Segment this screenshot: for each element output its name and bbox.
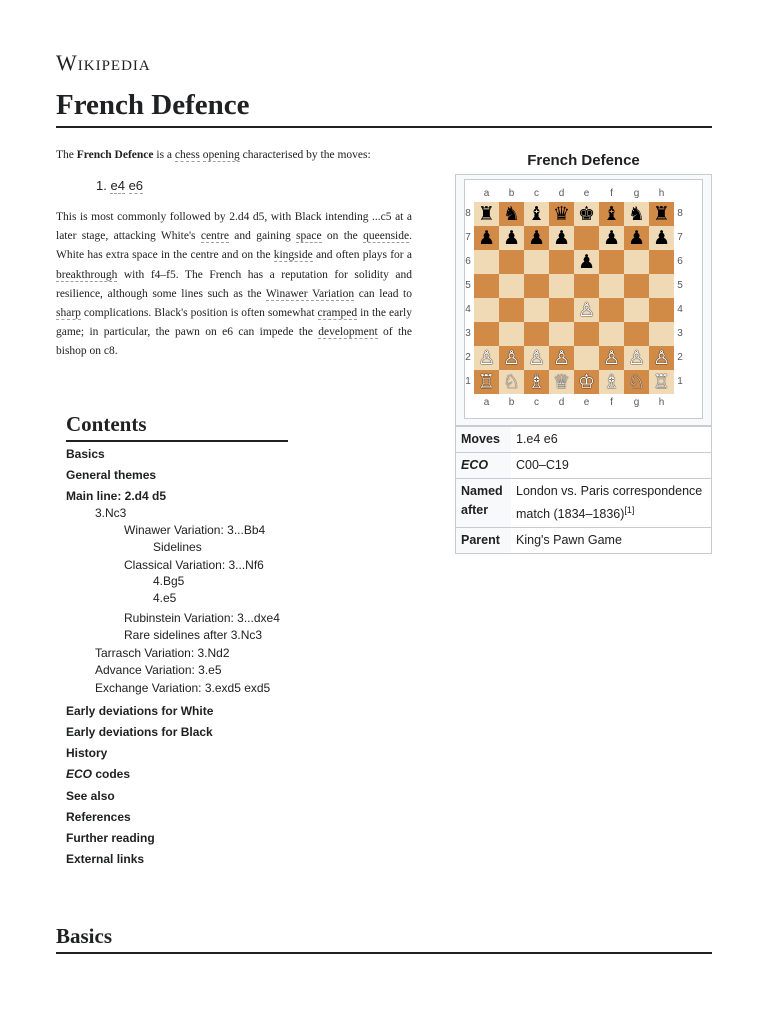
board-square[interactable] xyxy=(624,370,649,394)
opening-moves xyxy=(96,178,143,193)
board-square[interactable] xyxy=(549,250,574,274)
move-number: 1. xyxy=(96,178,111,193)
board-square[interactable] xyxy=(649,274,674,298)
page-title: French Defence xyxy=(56,86,712,128)
board-square[interactable] xyxy=(624,250,649,274)
body-text: complications. Black's position is often somewhat xyxy=(80,307,318,320)
board-square[interactable] xyxy=(599,202,624,226)
board-file-label: c xyxy=(534,188,539,199)
intro-text: characterised by the moves: xyxy=(239,149,371,161)
board-square[interactable] xyxy=(624,226,649,250)
white-piece-icon[interactable]: ♙ xyxy=(577,298,596,321)
board-rank-label: 6 xyxy=(677,256,683,267)
board-file-label: a xyxy=(483,188,490,199)
citation-link[interactable]: [1] xyxy=(624,505,635,515)
board-square[interactable] xyxy=(624,346,649,370)
contents-title: Contents xyxy=(66,410,288,442)
body-text: This is most commonly followed by 2.d4 d5, with Black intending ...c5 at a later stage, attacking White's xyxy=(56,211,412,243)
body-text: of the bishop on c8. xyxy=(56,326,412,358)
infobox-value[interactable]: King's Pawn Game xyxy=(511,528,712,554)
board-file-label: g xyxy=(633,188,640,199)
board-rank-label: 8 xyxy=(677,208,683,219)
board-square[interactable] xyxy=(524,298,549,322)
infobox-value: 1.e4 e6 xyxy=(511,427,712,453)
board-rank-label: 3 xyxy=(465,328,471,339)
board-file-label: b xyxy=(508,188,515,199)
board-square[interactable] xyxy=(499,202,524,226)
black-piece-icon[interactable]: ♞ xyxy=(627,202,646,225)
intro-text: is a xyxy=(153,149,175,161)
white-piece-icon[interactable]: ♙ xyxy=(602,346,621,369)
infobox-row-parent xyxy=(456,528,712,554)
board-rank-label: 4 xyxy=(465,304,471,315)
infobox-label[interactable] xyxy=(456,453,512,479)
infobox-row-eco xyxy=(456,453,712,479)
infobox-label: Named after xyxy=(456,479,512,528)
board-square[interactable] xyxy=(549,274,574,298)
board-file-label: a xyxy=(483,397,490,408)
infobox-label: Moves xyxy=(456,427,512,453)
toc-item[interactable]: Main line: 2.d4 d5 xyxy=(66,489,167,503)
body-text: . White has extra space in the centre and on the xyxy=(56,230,412,262)
board-square[interactable] xyxy=(499,298,524,322)
board-file-label: h xyxy=(658,397,665,408)
black-piece-icon[interactable]: ♛ xyxy=(552,202,571,225)
black-piece-icon[interactable]: ♜ xyxy=(652,202,671,225)
board-square[interactable] xyxy=(574,250,599,274)
white-piece-icon[interactable]: ♙ xyxy=(652,346,671,369)
toc-item[interactable]: Tarrasch Variation: 3.Nd2 xyxy=(95,646,230,660)
board-square[interactable] xyxy=(599,298,624,322)
black-piece-icon[interactable]: ♜ xyxy=(477,202,496,225)
board-square[interactable] xyxy=(549,322,574,346)
white-piece-icon[interactable]: ♙ xyxy=(502,346,521,369)
black-piece-icon[interactable]: ♟ xyxy=(602,226,621,249)
toc-item[interactable]: Sidelines xyxy=(153,540,202,554)
intro-bold-term: French Defence xyxy=(76,149,154,161)
board-square[interactable] xyxy=(524,346,549,370)
toc-item[interactable]: 4.Bg5 xyxy=(153,574,185,588)
board-square[interactable] xyxy=(574,346,599,370)
black-piece-icon[interactable]: ♟ xyxy=(577,250,596,273)
board-file-label: e xyxy=(583,188,590,199)
board-file-label: d xyxy=(558,397,565,408)
board-rank-label: 5 xyxy=(677,280,683,291)
board-file-label: d xyxy=(558,188,565,199)
board-square[interactable] xyxy=(624,322,649,346)
board-square[interactable] xyxy=(499,274,524,298)
body-paragraph xyxy=(56,208,412,362)
board-square[interactable] xyxy=(599,322,624,346)
board-rank-label: 6 xyxy=(465,256,471,267)
white-piece-icon[interactable]: ♙ xyxy=(552,346,571,369)
black-piece-icon[interactable]: ♟ xyxy=(627,226,646,249)
board-square[interactable] xyxy=(599,274,624,298)
intro-paragraph xyxy=(56,146,412,165)
infobox-value xyxy=(511,479,712,528)
section-heading-basics: Basics xyxy=(56,922,712,954)
board-rank-label: 3 xyxy=(677,328,683,339)
black-piece-icon[interactable]: ♚ xyxy=(577,202,596,225)
board-rank-label: 4 xyxy=(677,304,683,315)
board-file-label: f xyxy=(610,188,613,199)
link-cramped[interactable]: cramped xyxy=(317,307,358,320)
link-space[interactable]: space xyxy=(296,230,322,243)
board-rank-label: 1 xyxy=(677,376,683,387)
infobox-label: Parent xyxy=(456,528,512,554)
chess-board[interactable] xyxy=(474,202,674,394)
board-square[interactable] xyxy=(474,250,499,274)
infobox-caption: French Defence xyxy=(527,152,640,169)
toc-item[interactable]: See also xyxy=(66,789,115,803)
board-square[interactable] xyxy=(599,370,624,394)
black-piece-icon[interactable]: ♟ xyxy=(552,226,571,249)
board-file-label: b xyxy=(508,397,515,408)
board-square[interactable] xyxy=(624,202,649,226)
board-square[interactable] xyxy=(474,298,499,322)
infobox-value: C00–C19 xyxy=(511,453,712,479)
board-square[interactable] xyxy=(649,370,674,394)
board-rank-label: 5 xyxy=(465,280,471,291)
black-piece-icon[interactable]: ♝ xyxy=(602,202,621,225)
black-piece-icon[interactable]: ♟ xyxy=(527,226,546,249)
board-square[interactable] xyxy=(624,298,649,322)
board-rank-label: 8 xyxy=(465,208,471,219)
board-square[interactable] xyxy=(574,274,599,298)
board-square[interactable] xyxy=(624,274,649,298)
black-piece-icon[interactable]: ♟ xyxy=(652,226,671,249)
board-square[interactable] xyxy=(474,322,499,346)
body-text: in the early game; in particular, the pawn on e6 can impede the xyxy=(56,307,412,339)
white-piece-icon[interactable]: ♘ xyxy=(627,370,646,393)
toc-item[interactable]: External links xyxy=(66,852,145,866)
board-rank-label: 1 xyxy=(465,376,471,387)
link-opening[interactable]: opening xyxy=(202,149,240,161)
toc-item[interactable]: Winawer Variation: 3...Bb4 xyxy=(124,523,266,537)
link-move-e4[interactable]: e4 xyxy=(110,178,125,193)
toc-item[interactable]: Further reading xyxy=(66,831,155,845)
toc-item-italic: ECO xyxy=(66,767,93,781)
board-square[interactable] xyxy=(474,346,499,370)
link-centre[interactable]: centre xyxy=(200,230,229,243)
toc-item[interactable]: Basics xyxy=(66,447,105,461)
toc-item[interactable]: Early deviations for Black xyxy=(66,725,213,739)
board-square[interactable] xyxy=(649,346,674,370)
toc-item[interactable]: Rare sidelines after 3.Nc3 xyxy=(124,628,263,642)
board-square[interactable] xyxy=(649,322,674,346)
intro-text: The xyxy=(56,149,77,161)
infobox-row-named-after xyxy=(456,479,712,528)
named-after-text: London vs. Paris correspondence match (1834–1836) xyxy=(516,484,703,522)
board-square[interactable] xyxy=(599,346,624,370)
toc-item[interactable] xyxy=(66,767,130,781)
board-square[interactable] xyxy=(599,250,624,274)
board-square[interactable] xyxy=(574,226,599,250)
board-square[interactable] xyxy=(574,370,599,394)
board-square[interactable] xyxy=(574,322,599,346)
toc-item[interactable]: 4.e5 xyxy=(153,591,177,605)
toc-item[interactable]: References xyxy=(66,810,131,824)
board-square[interactable] xyxy=(499,322,524,346)
body-text: can lead to xyxy=(354,287,412,300)
board-rank-label: 2 xyxy=(677,352,683,363)
link-queenside[interactable]: queenside xyxy=(363,230,410,243)
board-square[interactable] xyxy=(649,250,674,274)
white-piece-icon[interactable]: ♙ xyxy=(627,346,646,369)
board-square[interactable] xyxy=(574,298,599,322)
black-piece-icon[interactable]: ♟ xyxy=(477,226,496,249)
board-square[interactable] xyxy=(549,226,574,250)
board-rank-label: 7 xyxy=(465,232,471,243)
link-sharp[interactable]: sharp xyxy=(56,307,81,320)
board-square[interactable] xyxy=(524,274,549,298)
white-piece-icon[interactable]: ♔ xyxy=(577,370,596,393)
body-text: on the xyxy=(321,230,364,243)
toc-item[interactable]: Exchange Variation: 3.exd5 exd5 xyxy=(95,681,271,695)
toc-item[interactable]: Rubinstein Variation: 3...dxe4 xyxy=(124,611,280,625)
board-square[interactable] xyxy=(549,370,574,394)
toc-item[interactable]: 3.Nc3 xyxy=(95,506,127,520)
link-move-e6[interactable]: e6 xyxy=(128,178,144,193)
board-square[interactable] xyxy=(499,226,524,250)
wikipedia-logo[interactable]: Wikipedia xyxy=(56,50,151,75)
board-file-label: g xyxy=(633,397,640,408)
board-square[interactable] xyxy=(524,202,549,226)
body-text: and gaining xyxy=(228,230,297,243)
board-square[interactable] xyxy=(524,370,549,394)
board-square[interactable] xyxy=(549,298,574,322)
eco-link[interactable]: ECO xyxy=(461,458,489,472)
board-square[interactable] xyxy=(499,370,524,394)
board-square[interactable] xyxy=(599,226,624,250)
board-square[interactable] xyxy=(499,250,524,274)
board-rank-label: 2 xyxy=(465,352,471,363)
white-piece-icon[interactable]: ♕ xyxy=(552,370,571,393)
white-piece-icon[interactable]: ♙ xyxy=(477,346,496,369)
toc-item[interactable]: Early deviations for White xyxy=(66,704,214,718)
board-file-label: e xyxy=(583,397,590,408)
white-piece-icon[interactable]: ♖ xyxy=(477,370,496,393)
board-square[interactable] xyxy=(649,226,674,250)
board-square[interactable] xyxy=(474,226,499,250)
black-piece-icon[interactable]: ♞ xyxy=(502,202,521,225)
white-piece-icon[interactable]: ♙ xyxy=(527,346,546,369)
board-file-label: c xyxy=(534,397,539,408)
black-piece-icon[interactable]: ♟ xyxy=(502,226,521,249)
body-text: and often plays for a xyxy=(312,249,412,262)
board-square[interactable] xyxy=(574,202,599,226)
board-square[interactable] xyxy=(549,202,574,226)
board-square[interactable] xyxy=(474,370,499,394)
board-file-label: h xyxy=(658,188,665,199)
toc-item[interactable]: General themes xyxy=(66,468,157,482)
toc-item-label: codes xyxy=(92,767,131,781)
white-piece-icon[interactable]: ♖ xyxy=(652,370,671,393)
link-breakthrough[interactable]: breakthrough xyxy=(56,268,118,281)
board-rank-label: 7 xyxy=(677,232,683,243)
link-kingside[interactable]: kingside xyxy=(273,249,313,262)
toc-item[interactable]: Advance Variation: 3.e5 xyxy=(95,663,222,677)
link-chess[interactable]: chess xyxy=(174,149,200,161)
board-square[interactable] xyxy=(649,298,674,322)
link-development[interactable]: development xyxy=(318,326,378,339)
infobox-row-moves xyxy=(456,427,712,453)
board-square[interactable] xyxy=(524,250,549,274)
board-square[interactable] xyxy=(499,346,524,370)
board-file-label: f xyxy=(610,397,613,408)
body-text: with f4–f5. The French has a reputation for solidity and resilience, although some lines such as the xyxy=(56,268,412,300)
infobox-table xyxy=(455,426,712,554)
board-square[interactable] xyxy=(474,202,499,226)
black-piece-icon[interactable]: ♝ xyxy=(527,202,546,225)
board-square[interactable] xyxy=(649,202,674,226)
board-square[interactable] xyxy=(549,346,574,370)
toc-item[interactable]: History xyxy=(66,746,108,760)
white-piece-icon[interactable]: ♗ xyxy=(527,370,546,393)
board-square[interactable] xyxy=(524,226,549,250)
board-square[interactable] xyxy=(474,274,499,298)
toc-item[interactable]: Classical Variation: 3...Nf6 xyxy=(124,558,264,572)
board-square[interactable] xyxy=(524,322,549,346)
white-piece-icon[interactable]: ♘ xyxy=(502,370,521,393)
white-piece-icon[interactable]: ♗ xyxy=(602,370,621,393)
link-winawer-variation[interactable]: Winawer Variation xyxy=(265,287,355,300)
